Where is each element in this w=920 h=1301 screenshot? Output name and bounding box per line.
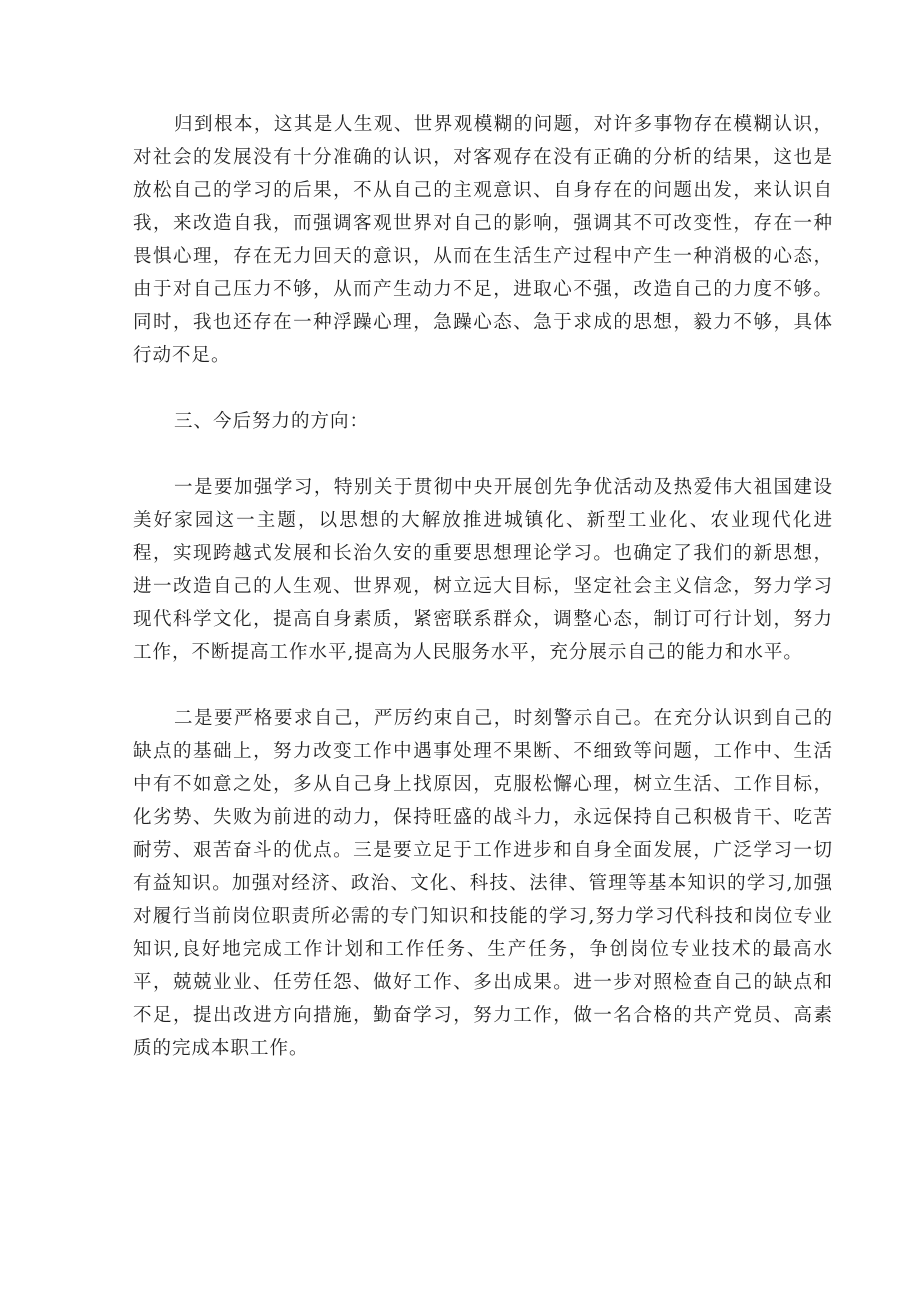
paragraph-strict-self-discipline: 二是要严格要求自己，严厉约束自己，时刻警示自己。在充分认识到自己的缺点的基础上，努力改变工作中遇事处理不果断、不细致等问题，工作中、生活中有不如意之处，多从自己身上找原因，克服松懈心理，树立生活、工作目标，化劣势、失败为前进的动力，保持旺盛的战斗力，永远保持自己积极肯干、吃苦耐劳、艰苦奋斗的优点。三是要立足于工作进步和自身全面发展，广泛学习一切有益知识。加强对经济、政治、文化、科技、法律、管理等基本知识的学习,加强对履行当前岗位职责所必需的专门知识和技能的学习,努力学习代科技和岗位专业知识,良好地完成工作计划和工作任务、生产任务，争创岗位专业技术的最高水平，兢兢业业、任劳任怨、做好工作、多出成果。进一步对照检查自己的缺点和不足，提出改进方向措施，勤奋学习，努力工作，做一名合格的共产党员、高素质的完成本职工作。 (133, 708, 833, 1059)
document-body (133, 108, 833, 1065)
paragraph-root-cause: 归到根本，这其是人生观、世界观模糊的问题，对许多事物存在模糊认识，对社会的发展没有十分准确的认识，对客观存在没有正确的分析的结果，这也是放松自己的学习的后果，不从自己的主观意识、自身存在的问题出发，来认识自我，来改造自我，而强调客观世界对自己的影响，强调其不可改变性，存在一种畏惧心理，存在无力回天的意识，从而在生活生产过程中产生一种消极的心态，由于对自己压力不够，从而产生动力不足，进取心不强，改造自己的力度不够。同时，我也还存在一种浮躁心理，急躁心态、急于求成的思想，毅力不够，具体行动不足。 (133, 114, 833, 366)
section-heading-future-direction: 三、今后努力的方向： (174, 411, 370, 432)
paragraph-strengthen-study: 一是要加强学习，特别关于贯彻中央开展创先争优活动及热爱伟大祖国建设美好家园这一主题，以思想的大解放推进城镇化、新型工业化、农业现代化进程，实现跨越式发展和长治久安的重要思想理论学习。也确定了我们的新思想，进一改造自己的人生观、世界观，树立远大目标，坚定社会主义信念，努力学习现代科学文化，提高自身素质，紧密联系群众，调整心态，制订可行计划，努力工作，不断提高工作水平,提高为人民服务水平，充分展示自己的能力和水平。 (133, 477, 833, 663)
